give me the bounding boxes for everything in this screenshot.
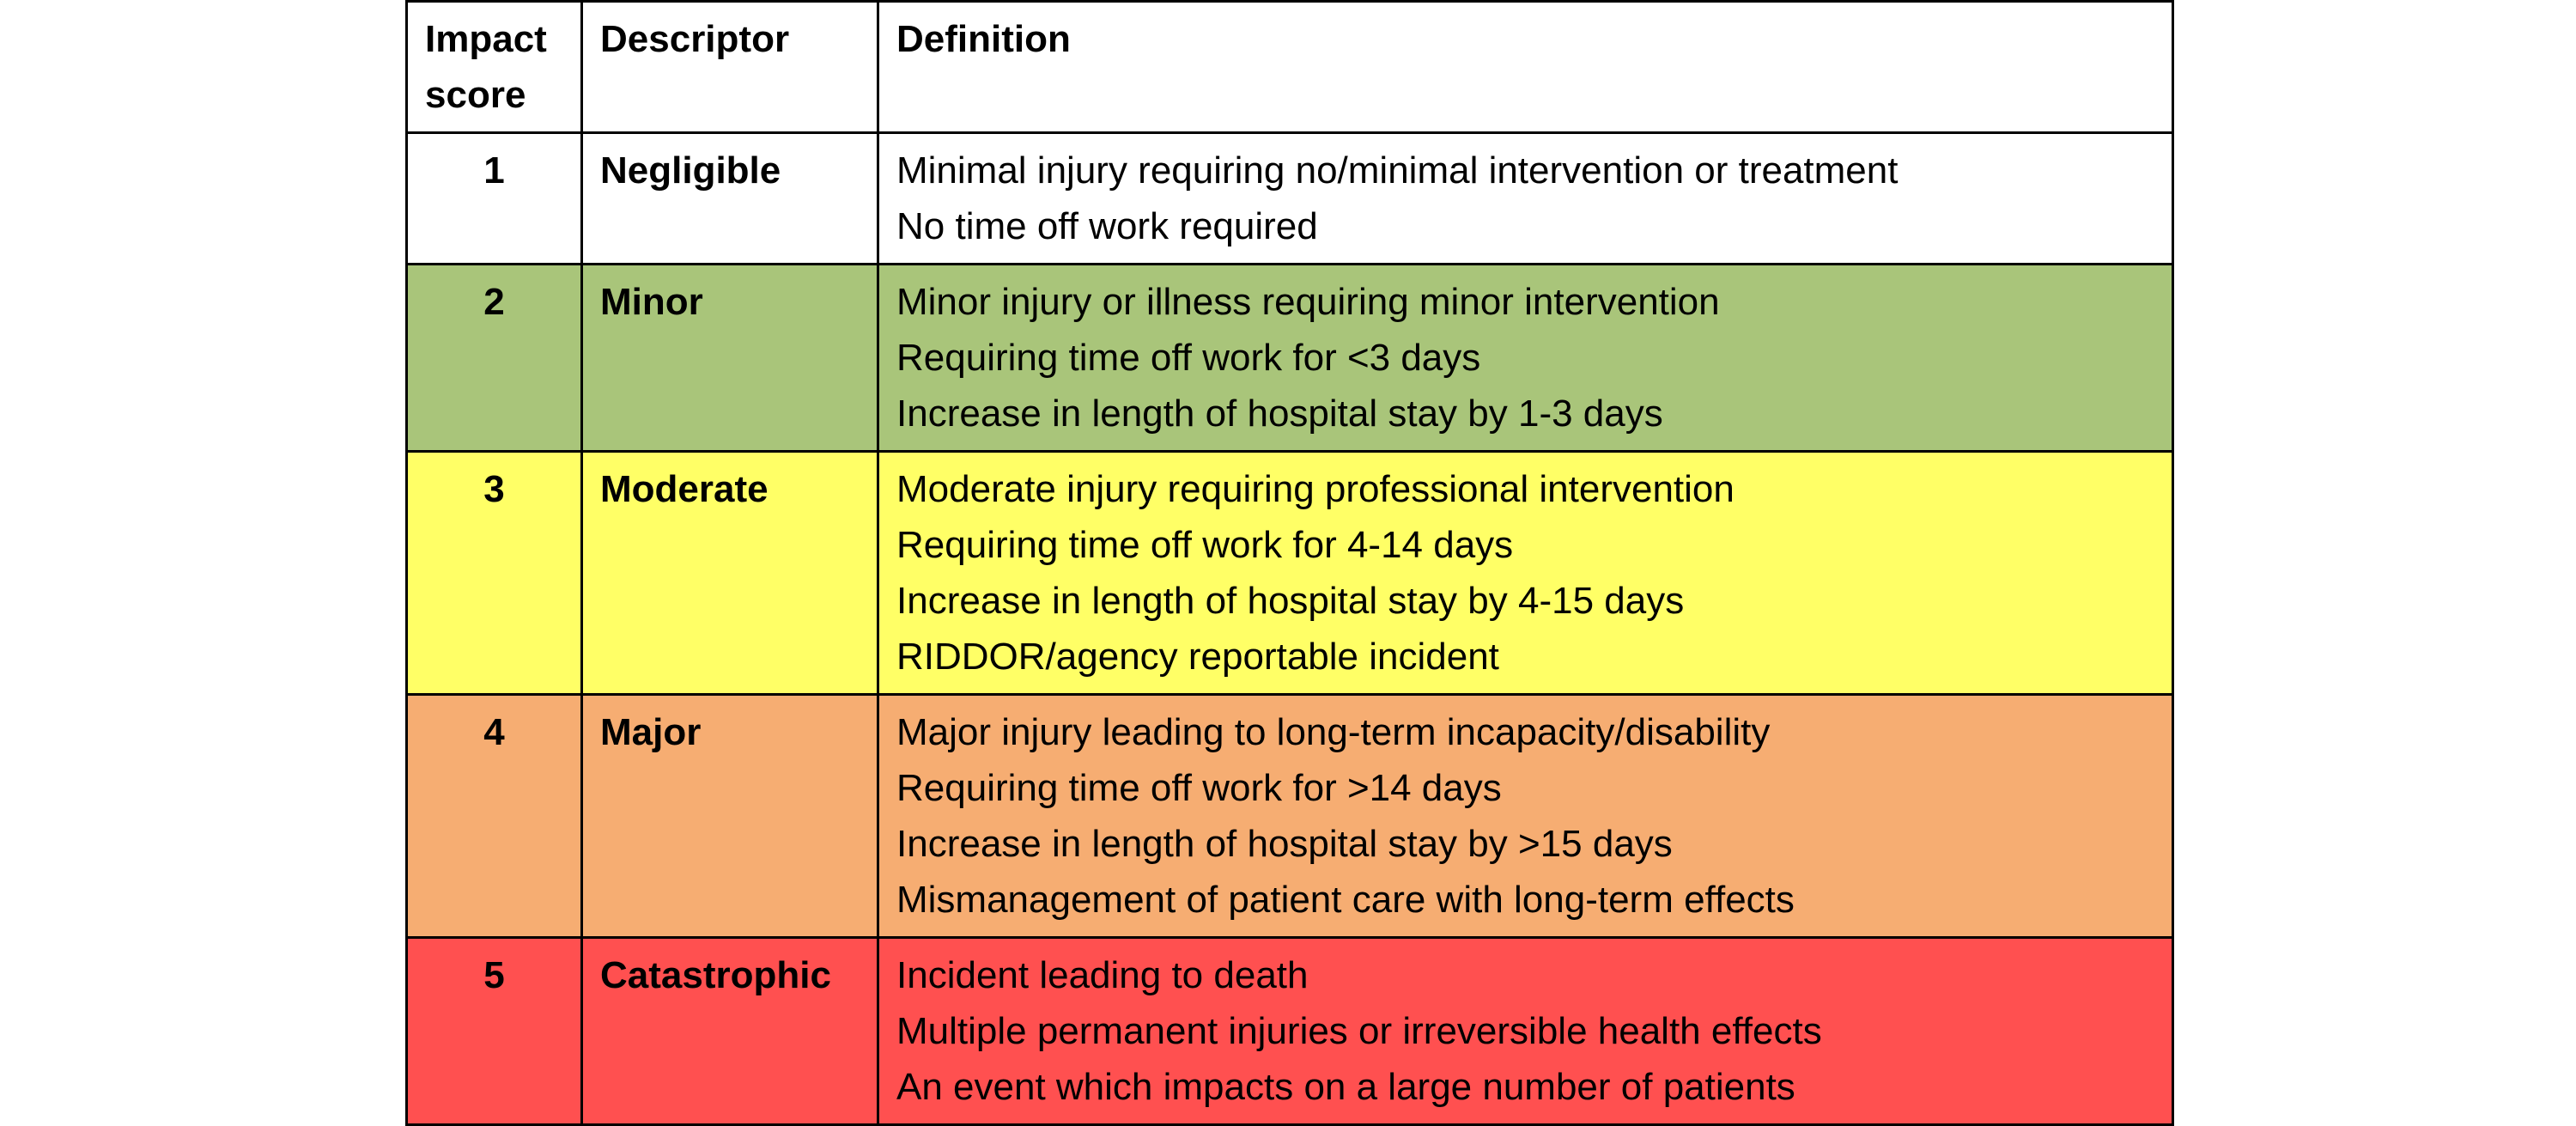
impact-score-cell: 4 (407, 695, 582, 938)
definition-cell (878, 133, 2173, 265)
definition-line: Minor injury or illness requiring minor intervention (896, 281, 1720, 323)
definition-line: An event which impacts on a large number of patients (896, 1066, 1795, 1108)
impact-score-cell: 1 (407, 133, 582, 265)
definition-line: Requiring time off work for >14 days (896, 767, 1502, 809)
definition-cell (878, 452, 2173, 695)
definition-line: Increase in length of hospital stay by >15 days (896, 823, 1673, 865)
definition-line: Requiring time off work for 4-14 days (896, 524, 1514, 566)
descriptor-cell: Minor (582, 265, 878, 452)
definition-line: Increase in length of hospital stay by 4-15 days (896, 580, 1685, 622)
definition-line: No time off work required (896, 205, 1318, 247)
table-row-moderate (407, 452, 2173, 695)
descriptor-cell: Moderate (582, 452, 878, 695)
table-row-minor (407, 265, 2173, 452)
header-definition: Definition (878, 2, 2173, 133)
impact-score-cell: 5 (407, 938, 582, 1125)
header-impact-score (407, 2, 582, 133)
impact-score-cell: 3 (407, 452, 582, 695)
table-row-negligible (407, 133, 2173, 265)
definition-line: Multiple permanent injuries or irreversible health effects (896, 1010, 1822, 1052)
definition-cell (878, 938, 2173, 1125)
definition-line: Mismanagement of patient care with long-term effects (896, 879, 1795, 921)
definition-line: Minimal injury requiring no/minimal intervention or treatment (896, 149, 1899, 192)
definition-line: Moderate injury requiring professional intervention (896, 468, 1735, 510)
descriptor-cell: Catastrophic (582, 938, 878, 1125)
descriptor-cell: Major (582, 695, 878, 938)
impact-score-table (405, 0, 2174, 1126)
header-impact-score-line1: Impact (425, 18, 547, 60)
definition-line: Increase in length of hospital stay by 1-3 days (896, 393, 1663, 435)
descriptor-cell: Negligible (582, 133, 878, 265)
definition-line: Major injury leading to long-term incapacity/disability (896, 711, 1771, 753)
definition-line: Requiring time off work for <3 days (896, 337, 1481, 379)
table-header-row (407, 2, 2173, 133)
table-row-catastrophic (407, 938, 2173, 1125)
header-impact-score-line2: score (425, 74, 526, 116)
impact-score-cell: 2 (407, 265, 582, 452)
definition-cell (878, 695, 2173, 938)
definition-line: RIDDOR/agency reportable incident (896, 636, 1499, 678)
definition-line: Incident leading to death (896, 954, 1309, 996)
header-descriptor: Descriptor (582, 2, 878, 133)
definition-cell (878, 265, 2173, 452)
table-row-major (407, 695, 2173, 938)
